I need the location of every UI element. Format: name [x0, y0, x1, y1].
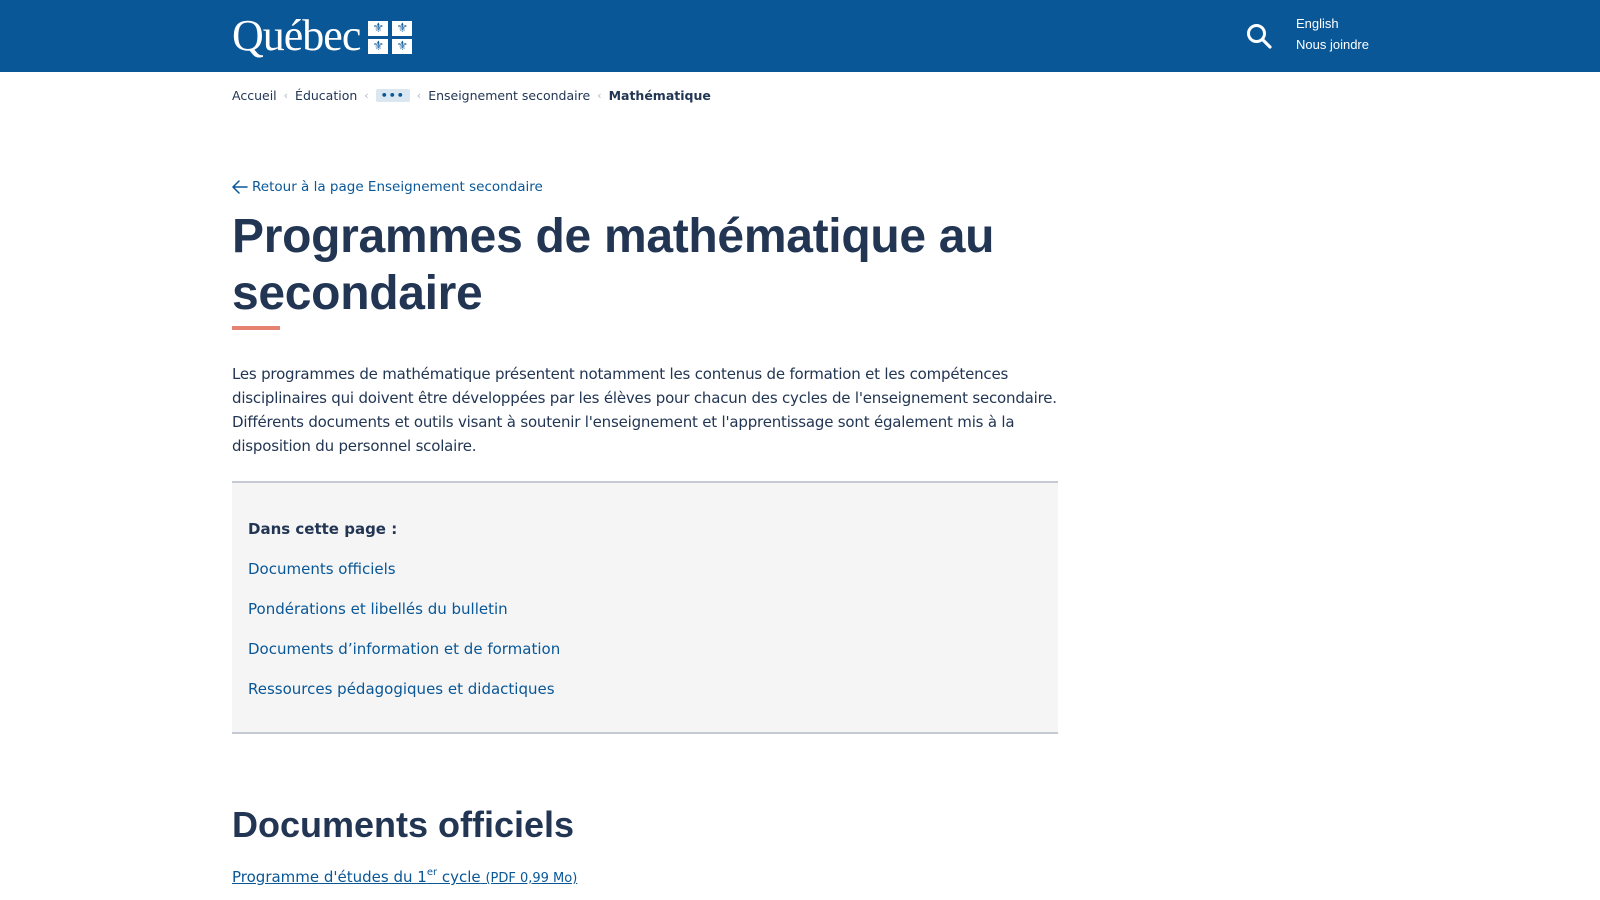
toc-item	[248, 679, 1042, 700]
toc-link-documents-officiels[interactable]: Documents officiels	[248, 560, 396, 578]
breadcrumb-expand-button[interactable]: •••	[376, 89, 410, 102]
section-title-documents-officiels: Documents officiels	[232, 804, 575, 845]
toc-link-documents-information[interactable]: Documents d’information et de formation	[248, 640, 561, 658]
quebec-logo[interactable]	[232, 11, 412, 60]
file-meta: (PDF 0,99 Mo)	[485, 871, 578, 886]
toc-item	[248, 639, 1042, 660]
chevron-left-icon: ‹	[416, 89, 422, 102]
chevron-left-icon: ‹	[597, 89, 602, 102]
logo-text: Québec	[232, 11, 361, 60]
back-link-label: Retour à la page Enseignement secondaire	[252, 179, 543, 195]
toc-list	[248, 559, 1042, 700]
toc-link-ressources[interactable]: Ressources pédagogiques et didactiques	[248, 680, 555, 698]
toc-title: Dans cette page :	[248, 520, 398, 538]
intro-paragraph: Les programmes de mathématique présentent notamment les contenus de formation et les compétences disciplinaires qui doivent être développées par les élèves pour chacun des cycles de l'enseignement secondaire. Différents documents et outils visant à soutenir l'enseignement et l'apprentissage sont également mis à la disposition du personnel scolaire.	[232, 365, 1057, 455]
english-link[interactable]: English	[1296, 16, 1339, 31]
programme-1er-cycle-link[interactable]: Programme d'études du 1er cycle (PDF 0,99 Mo)	[232, 867, 578, 886]
search-icon	[1245, 22, 1273, 50]
site-header	[0, 0, 1600, 72]
breadcrumb-enseignement-secondaire[interactable]: Enseignement secondaire	[428, 88, 591, 103]
search-button[interactable]	[1245, 22, 1273, 50]
header-links	[1296, 16, 1369, 53]
breadcrumb-education[interactable]: Éducation	[295, 88, 358, 103]
breadcrumb-accueil[interactable]: Accueil	[232, 88, 277, 103]
document-link-row	[232, 866, 577, 890]
chevron-left-icon: ‹	[364, 89, 369, 102]
table-of-contents	[232, 481, 1058, 734]
arrow-left-icon	[232, 180, 248, 194]
toc-item	[248, 599, 1042, 620]
page-title: Programmes de mathématique au secondaire	[232, 210, 995, 320]
back-link[interactable]	[232, 179, 543, 195]
breadcrumb	[232, 88, 711, 103]
contact-link[interactable]: Nous joindre	[1296, 37, 1369, 52]
breadcrumb-current: Mathématique	[608, 88, 711, 103]
toc-item	[248, 559, 1042, 580]
fleurdelise-flag-icon: ⚜ ⚜ ⚜ ⚜	[368, 21, 412, 54]
chevron-left-icon: ‹	[283, 89, 289, 102]
title-underline	[232, 326, 280, 330]
toc-link-ponderations[interactable]: Pondérations et libellés du bulletin	[248, 600, 508, 618]
